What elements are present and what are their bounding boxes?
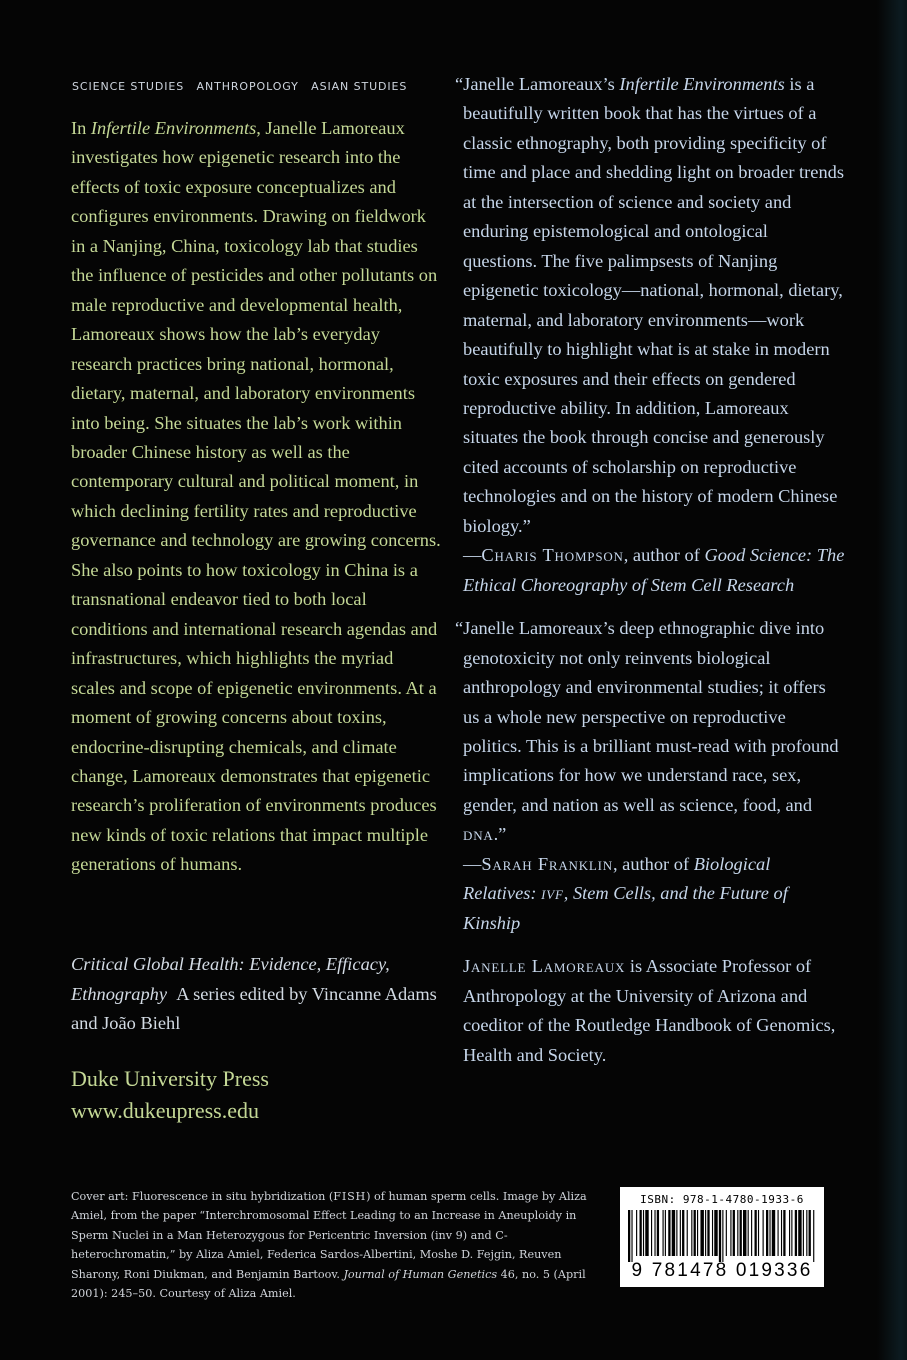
blurbs-column [455,70,845,1070]
barcode-digits: 9 781478 019336 [631,1260,813,1281]
barcode-bar [651,1210,652,1256]
barcode-bar [813,1210,814,1262]
barcode-bar [636,1210,637,1256]
barcode-bar [691,1210,692,1256]
barcode-bar [676,1210,677,1256]
barcode-bar [803,1210,804,1256]
publisher-block [71,1063,269,1127]
subject-label: ASIAN STUDIES [311,80,408,93]
author-name: Janelle Lamoreaux [463,956,626,977]
barcode-bar [795,1210,797,1256]
series-info [71,950,441,1039]
blurb-quote: “Janelle Lamoreaux’s deep ethnographic dive into genotoxicity not only reinvents biological anthropology and environmental studies; it offers us a whole new perspective on reproductive politics. This is a brilliant must-read with profound implications for how we understand race, sex, gender, and nation as well as science, food, and dna.” —Sarah Franklin, author of Biological Relatives: ivf, Stem Cells, and the Future of Kinship [455,618,839,933]
barcode-bar [781,1210,782,1256]
barcode-bar [769,1210,770,1256]
barcode-bar [628,1210,630,1262]
isbn-label: ISBN: 978-1-4780-1933-6 [640,1193,804,1206]
barcode-bar [654,1210,655,1256]
barcode-bar [687,1210,688,1256]
barcode-bar [789,1210,790,1256]
barcode-bar [722,1210,723,1262]
barcode-bar [766,1210,768,1256]
cover-art-credits: Cover art: Fluorescence in situ hybridization (FISH) of human sperm cells. Image by Aliza Amiel, from the paper “Interchromosomal Effect Leading to an Increase in Aneuploidy in Sperm Nuclei in a Man Heterozygous for Pericentric Inversion (inv 9) and C-heterochromatin,” by Aliza Amiel, Federica Sardos-Albertini, Moshe D. Fejgin, Reuven Sharony, Roni Diukman, and Benjamin Bartoov. Journal of Human Genetics 46, no. 5 (April 2001): 245–50. Courtesy of Aliza Amiel. [71,1190,587,1301]
barcode-bar [772,1210,775,1256]
blurb-author: Charis Thompson [481,545,624,566]
subject-label: SCIENCE STUDIES [72,80,185,93]
barcode-bar [737,1210,738,1256]
barcode-bar [763,1210,764,1256]
author-bio: Janelle Lamoreaux is Associate Professor of Anthropology at the University of Arizona and coeditor of the Routledge Handbook of Genomics, Health and Society. [463,956,836,1065]
barcode-bar [663,1210,664,1256]
barcode-bar [719,1210,721,1262]
barcode-bar [645,1210,648,1256]
description-paragraph: In Infertile Environments, Janelle Lamoreaux investigates how epigenetic research into the effects of toxic exposure conceptualizes and configures environments. Drawing on fieldwork in a Nanjing, China, toxicology lab that studies the influence of pesticides and other pollutants on male reproductive and developmental health, Lamoreaux shows how the lab’s everyday research practices bring national, hormonal, dietary, maternal, and laboratory environments into being. She situates the lab’s work within broader Chinese history as well as the contemporary cultural and political moment, in which declining fertility rates and reproductive governance and technology are growing concerns. She also points to how toxicology in China is a transnational endeavor tied to both local conditions and international research agendas and infrastructures, which highlights the myriad scales and scope of epigenetic environments. At a moment of growing concerns about toxins, endocrine-disrupting chemicals, and climate change, Lamoreaux demonstrates that epigenetic research’s proliferation of environments produces new kinds of toxic relations that impact multiple generations of humans. [71,118,441,875]
barcode-bar [806,1210,807,1256]
barcode-bar [755,1210,757,1256]
bio-work: Routledge Handbook of Genomics, Health and Society [463,1015,836,1065]
barcode-bar [643,1210,644,1256]
blurb-work: Good Science: The Ethical Choreography of Stem Cell Research [463,545,845,595]
barcode-bar [672,1210,675,1256]
subject-categories [72,80,415,93]
barcode-bars [626,1210,818,1262]
barcode-bar [712,1210,713,1256]
barcode-bar [726,1210,727,1256]
book-title: Infertile Environments [90,118,257,138]
blurb-quote: “Janelle Lamoreaux’s Infertile Environments is a beautifully written book that has the virtues of a classic ethnography, both providing specificity of time and place and shedding light on broader trends at the intersection of science and society and enduring epistemological and ontological questions. The five palimpsests of Nanjing epigenetic toxicology—national, hormonal, dietary, maternal, and laboratory environments—work beautifully to highlight what is at stake in modern toxic exposures and their effects on gendered reproductive ability. In addition, Lamoreaux situates the book through concise and generously cited accounts of scholarship on reproductive technologies and on the history of modern Chinese biology.” —Charis Thompson, author of Good Science: The Ethical Choreography of Stem Cell Research [455,74,845,595]
publisher-url[interactable]: www.dukeupress.edu [71,1098,259,1123]
blurb-work: Biological Relatives: ivf, Stem Cells, and the Future of Kinship [463,853,788,933]
barcode-bar [694,1210,696,1256]
barcode-bar [751,1210,752,1256]
barcode-bar [665,1210,666,1256]
subject-label: ANTHROPOLOGY [196,80,299,93]
cover-art-edge [877,0,907,1360]
barcode-bar [697,1210,698,1256]
barcode-bar [748,1210,749,1256]
series-title: Critical Global Health: Evidence, Efficacy, Ethnography [71,954,390,1004]
barcode-bar [657,1210,659,1256]
barcode-bar [783,1210,785,1256]
barcode-bar [733,1210,735,1256]
barcode-bar [714,1210,717,1256]
barcode-bar [700,1210,703,1256]
barcode-bar [705,1210,706,1256]
barcode-bar [743,1210,746,1256]
barcode-bar [778,1210,779,1256]
book-description [71,114,441,880]
barcode-bar [740,1210,742,1256]
barcode-bar [631,1210,632,1262]
barcode-bar [758,1210,759,1256]
barcode-bar [730,1210,731,1256]
barcode-bar [682,1210,684,1256]
publisher-name: Duke University Press [71,1066,269,1091]
barcode-bar [680,1210,681,1256]
barcode-bar [640,1210,642,1256]
blurb-author: Sarah Franklin [481,853,613,874]
barcode-bar [707,1210,709,1256]
barcode-bar [668,1210,670,1256]
barcode-bar [798,1210,801,1256]
barcode-bar [809,1210,811,1256]
series-editors: A series edited by Vincanne Adams and João Biehl [71,983,437,1033]
barcode-bar [791,1210,792,1256]
